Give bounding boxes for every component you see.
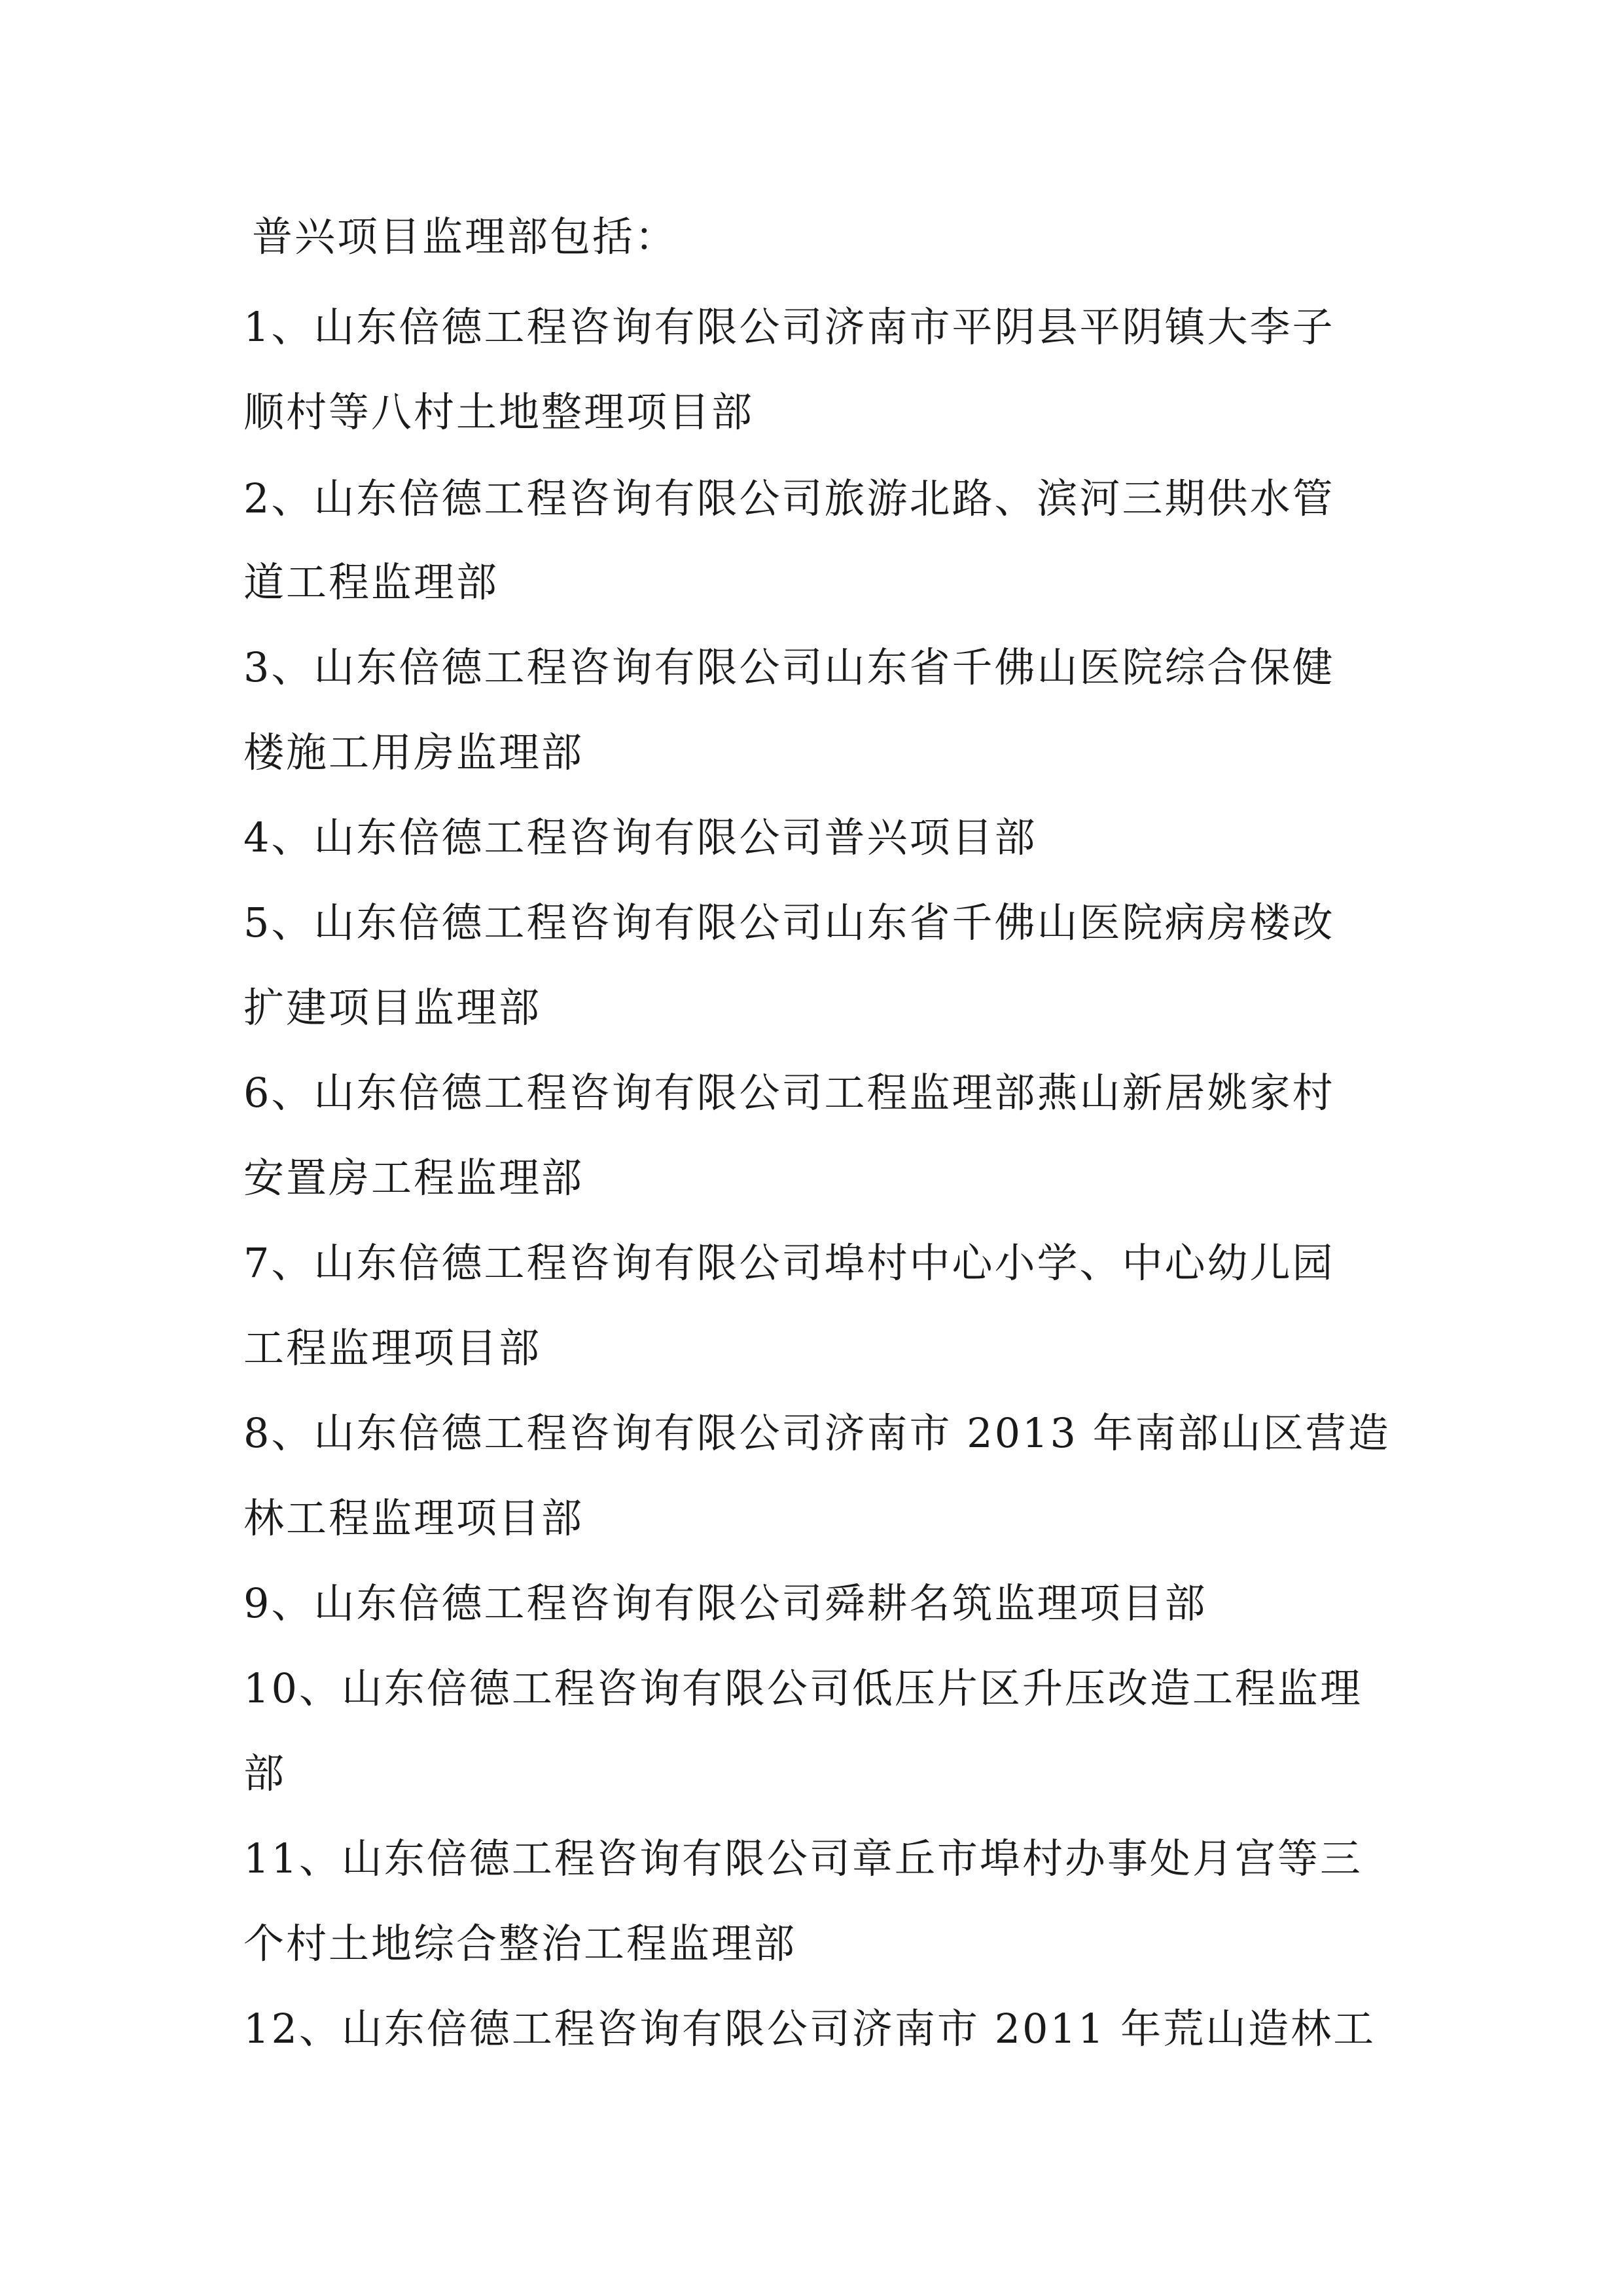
list-item-line: 安置房工程监理部	[243, 1154, 584, 1202]
list-item-line: 楼施工用房监理部	[243, 728, 584, 776]
list-item-line: 部	[243, 1749, 287, 1797]
document-heading: 普兴项目监理部包括：	[252, 213, 678, 260]
list-item-line: 7、山东倍德工程咨询有限公司埠村中心小学、中心幼儿园	[243, 1239, 1335, 1287]
list-item-line: 3、山东倍德工程咨询有限公司山东省千佛山医院综合保健	[243, 643, 1335, 691]
list-item-line: 11、山东倍德工程咨询有限公司章丘市埠村办事处月宫等三	[243, 1835, 1363, 1882]
list-item-line: 9、山东倍德工程咨询有限公司舜耕名筑监理项目部	[243, 1579, 1207, 1627]
list-item-line: 林工程监理项目部	[243, 1494, 584, 1542]
list-item-line: 10、山东倍德工程咨询有限公司低压片区升压改造工程监理	[243, 1664, 1363, 1712]
list-item-line: 6、山东倍德工程咨询有限公司工程监理部燕山新居姚家村	[243, 1069, 1335, 1117]
list-item-line: 个村土地综合整治工程监理部	[243, 1920, 797, 1967]
list-item-line: 1、山东倍德工程咨询有限公司济南市平阴县平阴镇大李子	[243, 303, 1335, 351]
list-item-line: 12、山东倍德工程咨询有限公司济南市 2011 年荒山造林工	[243, 2005, 1376, 2053]
list-item-line: 顺村等八村土地整理项目部	[243, 388, 755, 436]
list-item-line: 4、山东倍德工程咨询有限公司普兴项目部	[243, 814, 1037, 861]
list-item-line: 道工程监理部	[243, 558, 499, 606]
list-item-line: 扩建项目监理部	[243, 984, 542, 1031]
list-item-line: 2、山东倍德工程咨询有限公司旅游北路、滨河三期供水管	[243, 475, 1335, 522]
list-item-line: 8、山东倍德工程咨询有限公司济南市 2013 年南部山区营造	[243, 1409, 1391, 1457]
list-item-line: 5、山东倍德工程咨询有限公司山东省千佛山医院病房楼改	[243, 899, 1335, 946]
list-item-line: 工程监理项目部	[243, 1324, 542, 1372]
